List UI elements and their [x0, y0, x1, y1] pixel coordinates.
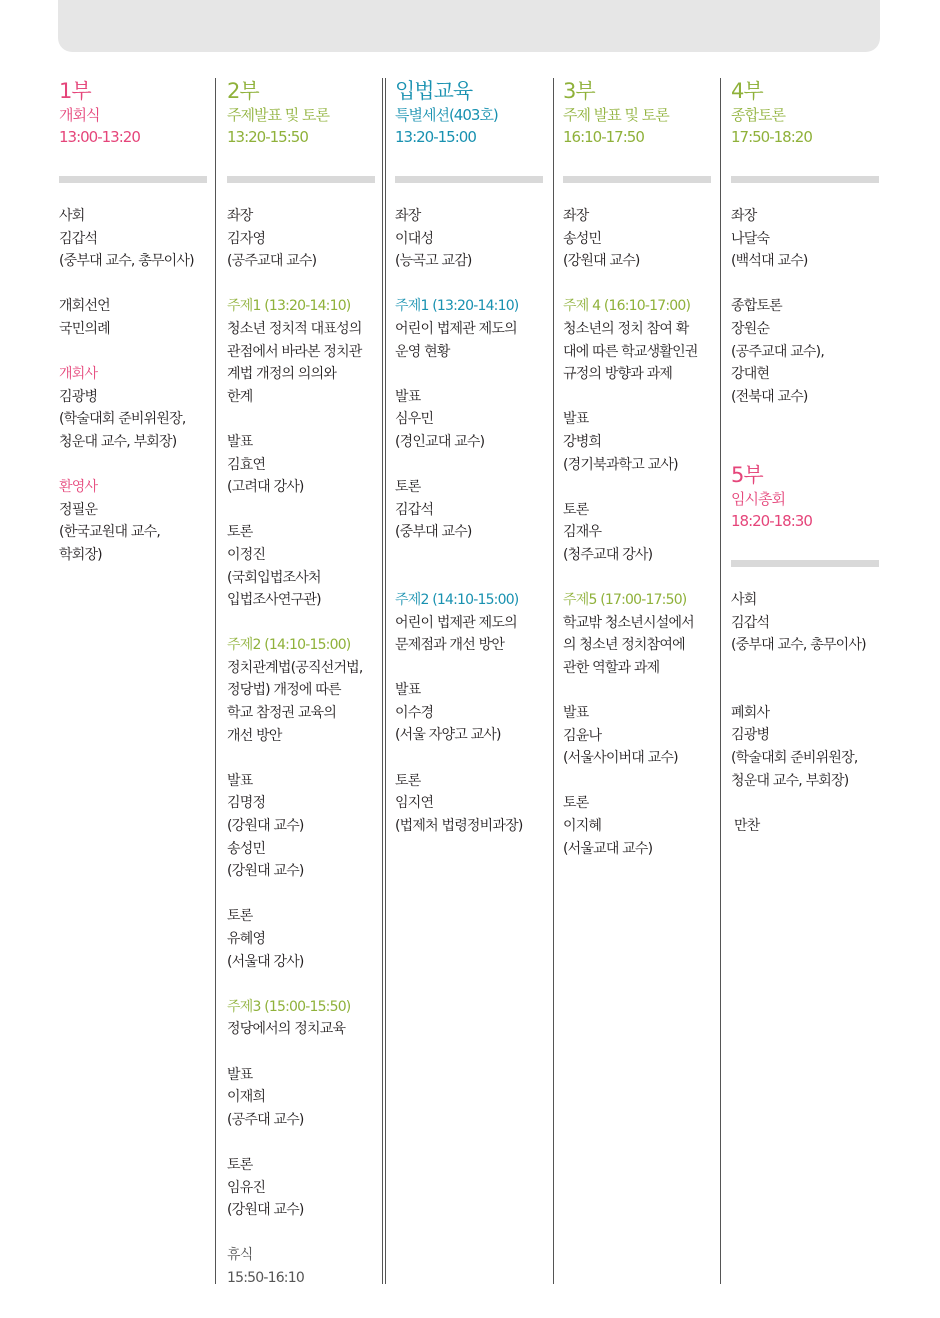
session-time: 17:50-18:20	[731, 128, 812, 146]
session-time: 13:20-15:50	[227, 128, 308, 146]
program-item: 개회사 김광병 (학술대회 준비위원장, 청운대 교수, 부회장)	[59, 366, 186, 450]
program-item: 토론 이지혜 (서울교대 교수)	[563, 795, 653, 857]
program-item: 개회선언 국민의례	[59, 298, 110, 337]
session-3-column	[563, 78, 715, 883]
topic-item: 주제1 (13:20-14:10) 어린이 법제관 제도의 운영 현황	[395, 298, 519, 360]
top-banner	[58, 0, 880, 52]
program-item: 발표 이수경 (서울 자양고 교사)	[395, 682, 501, 744]
session-5-block	[731, 462, 883, 860]
session-title: 개회식	[59, 106, 100, 124]
program-item: 좌장 김자영 (공주교대 교수)	[227, 208, 317, 270]
topic-item: 주제 4 (16:10-17:00) 청소년의 정치 참여 확 대에 따른 학교생활인권 규정의 방향과 과제	[563, 298, 698, 383]
program-item: 토론 김갑석 (중부대 교수)	[395, 479, 472, 541]
program-item: 토론 유혜영 (서울대 강사)	[227, 908, 304, 970]
session-title: 임시총회	[731, 490, 785, 508]
program-item: 발표 심우민 (경인교대 교수)	[395, 388, 485, 450]
session-4-column	[731, 78, 883, 431]
column-divider	[720, 78, 721, 1284]
session-part: 2부	[227, 79, 259, 103]
session-part: 4부	[731, 79, 763, 103]
header-rule	[731, 560, 879, 567]
header-rule	[59, 176, 207, 183]
session-time: 18:20-18:30	[731, 512, 812, 530]
header-rule	[395, 176, 543, 183]
program-item: 토론 임지연 (법제처 법령정비과장)	[395, 772, 523, 834]
program-item: 사회 김갑석 (중부대 교수, 총무이사)	[731, 592, 866, 654]
program-item: 환영사 정필운 (한국교원대 교수, 학회장)	[59, 479, 161, 563]
session-time: 13:20-15:00	[395, 128, 476, 146]
program-item: 발표 김효연 (고려대 강사)	[227, 433, 304, 496]
session-title: 특별세션(403호)	[395, 106, 498, 124]
column-divider-double	[382, 78, 386, 1284]
session-part: 5부	[731, 463, 763, 487]
topic-item: 주제1 (13:20-14:10) 청소년 정치적 대표성의 관점에서 바라본 정치관 계법 개정의 의의와 한계	[227, 298, 362, 405]
program-item: 발표 강병희 (경기북과학고 교사)	[563, 411, 678, 473]
session-part: 입법교육	[395, 79, 473, 103]
session-part: 1부	[59, 79, 91, 103]
session-time: 13:00-13:20	[59, 128, 140, 146]
program-item: 발표 김명정 (강원대 교수) 송성민 (강원대 교수)	[227, 772, 304, 880]
program-item: 토론 이정진 (국회입법조사처 입법조사연구관)	[227, 524, 321, 609]
session-2-column	[227, 78, 379, 1312]
session-title: 주제 발표 및 토론	[563, 106, 669, 124]
session-part: 3부	[563, 79, 595, 103]
program-item: 좌장 이대성 (능곡고 교감)	[395, 208, 472, 270]
topic-item: 주제2 (14:10-15:00) 정치관계법(공직선거법, 정당법) 개정에 따른 학교 참정권 교육의 개선 방안	[227, 637, 363, 744]
topic-item: 주제5 (17:00-17:50) 학교밖 청소년시설에서 의 청소년 정치참여에 관한 역할과 과제	[563, 592, 694, 676]
topic-item: 주제2 (14:10-15:00) 어린이 법제관 제도의 문제점과 개선 방안	[395, 591, 519, 654]
program-item: 토론 김재우 (청주교대 강사)	[563, 501, 653, 563]
dinner-item: 만찬	[734, 817, 760, 834]
program-item: 폐회사 김광병 (학술대회 준비위원장, 청운대 교수, 부회장)	[731, 704, 858, 789]
header-rule	[227, 176, 375, 183]
session-title: 종합토론	[731, 106, 785, 124]
program-item: 좌장 나달숙 (백석대 교수)	[731, 208, 808, 270]
column-divider	[553, 78, 554, 1284]
program-item: 발표 이재희 (공주대 교수)	[227, 1066, 304, 1128]
topic-item: 주제3 (15:00-15:50) 정당에서의 정치교육	[227, 998, 351, 1038]
header-rule	[731, 176, 879, 183]
program-item: 종합토론 장원순 (공주교대 교수), 강대현 (전북대 교수)	[731, 298, 824, 405]
session-title: 주제발표 및 토론	[227, 106, 329, 124]
session-time: 16:10-17:50	[563, 128, 644, 146]
program-item: 좌장 송성민 (강원대 교수)	[563, 208, 640, 270]
break-item: 휴식 15:50-16:10	[227, 1247, 304, 1286]
special-session-column	[395, 78, 547, 860]
program-item: 사회 김갑석 (중부대 교수, 총무이사)	[59, 208, 194, 270]
program-item: 발표 김윤나 (서울사이버대 교수)	[563, 705, 678, 767]
header-rule	[563, 176, 711, 183]
program-item: 토론 임유진 (강원대 교수)	[227, 1156, 304, 1219]
column-divider	[215, 78, 216, 1284]
session-1-column	[59, 78, 211, 589]
